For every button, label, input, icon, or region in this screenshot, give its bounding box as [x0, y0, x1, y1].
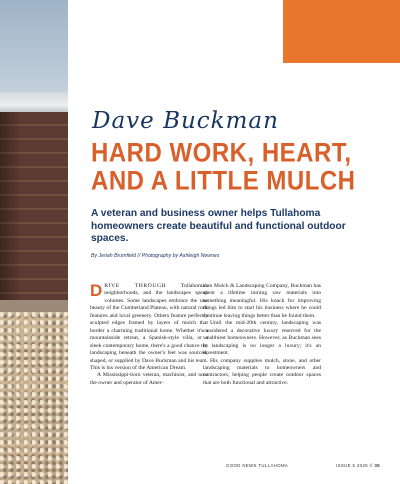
footer-publication: GOOD NEWS TULLAHOMA — [226, 463, 289, 468]
article-title — [91, 139, 391, 195]
title-line-1: HARD WORK, HEART, — [91, 137, 352, 169]
title-line-2: AND A LITTLE MULCH — [91, 165, 356, 197]
photo-shadow — [0, 112, 22, 312]
issue-label: ISSUE 5 2025 — [336, 463, 369, 468]
footer-separator: // — [369, 463, 373, 468]
photo-sky — [0, 0, 68, 100]
cover-photo — [0, 0, 68, 484]
photo-gravel — [0, 312, 68, 484]
body-column-2 — [203, 283, 321, 387]
article-kicker: Dave Buckman — [92, 108, 279, 134]
page-number: 35 — [374, 463, 381, 468]
body-column-1 — [90, 283, 208, 387]
lead-in: RIVE THROUGH — [104, 283, 167, 289]
body-paragraph: Until the mid-20th century, landscaping was considered a decorative luxury reserved for the wealthiest homeowners. However, as Buckman sees it, landscaping is no longer a luxury; it's an investment. — [203, 320, 321, 357]
body-paragraph: His company supplies mulch, stone, and other landscaping materials to homeowners and contractors, helping people create outdoor spaces that are both functional and attractive. — [203, 357, 321, 386]
body-paragraph — [90, 283, 208, 372]
article-byline: By Jeriah Brumfield // Photography by Ashleigh Newnes — [91, 253, 220, 259]
body-paragraph: A Mississippi-born veteran, machinist, and now the owner and operator of Amer- — [90, 372, 208, 386]
footer-issue — [336, 463, 380, 468]
photo-roof — [0, 92, 68, 114]
body-paragraph: ican Mulch & Landscaping Company, Buckman has spent a lifetime turning raw materials into something meaningful. His knack for improving things led him to start his business where he could continue leaving things better than he found them. — [203, 283, 321, 319]
article-deck: A veteran and business owner helps Tullahoma homeowners create beautiful and functional outdoor spaces. — [91, 208, 346, 245]
orange-header-block — [283, 0, 400, 63]
paragraph-text: Tullahoma's neighborhoods, and the landscapes speak volumes. Some landscapes embrace the raw beauty of the Cumberland Plateau, with natural rock features and local greenery. Others feature perfectly sculpted edges framed by layers of mulch that border a charming traditional home. Whether it's a mountainside retreat, a Spanish-style villa, or a sleek contemporary home, there's a good chance the landscaping beneath the owner's feet was sourced, shaped, or supplied by Dave Buckman and his team. This is his version of the American Dream. — [90, 283, 208, 371]
drop-cap: D — [90, 281, 103, 300]
